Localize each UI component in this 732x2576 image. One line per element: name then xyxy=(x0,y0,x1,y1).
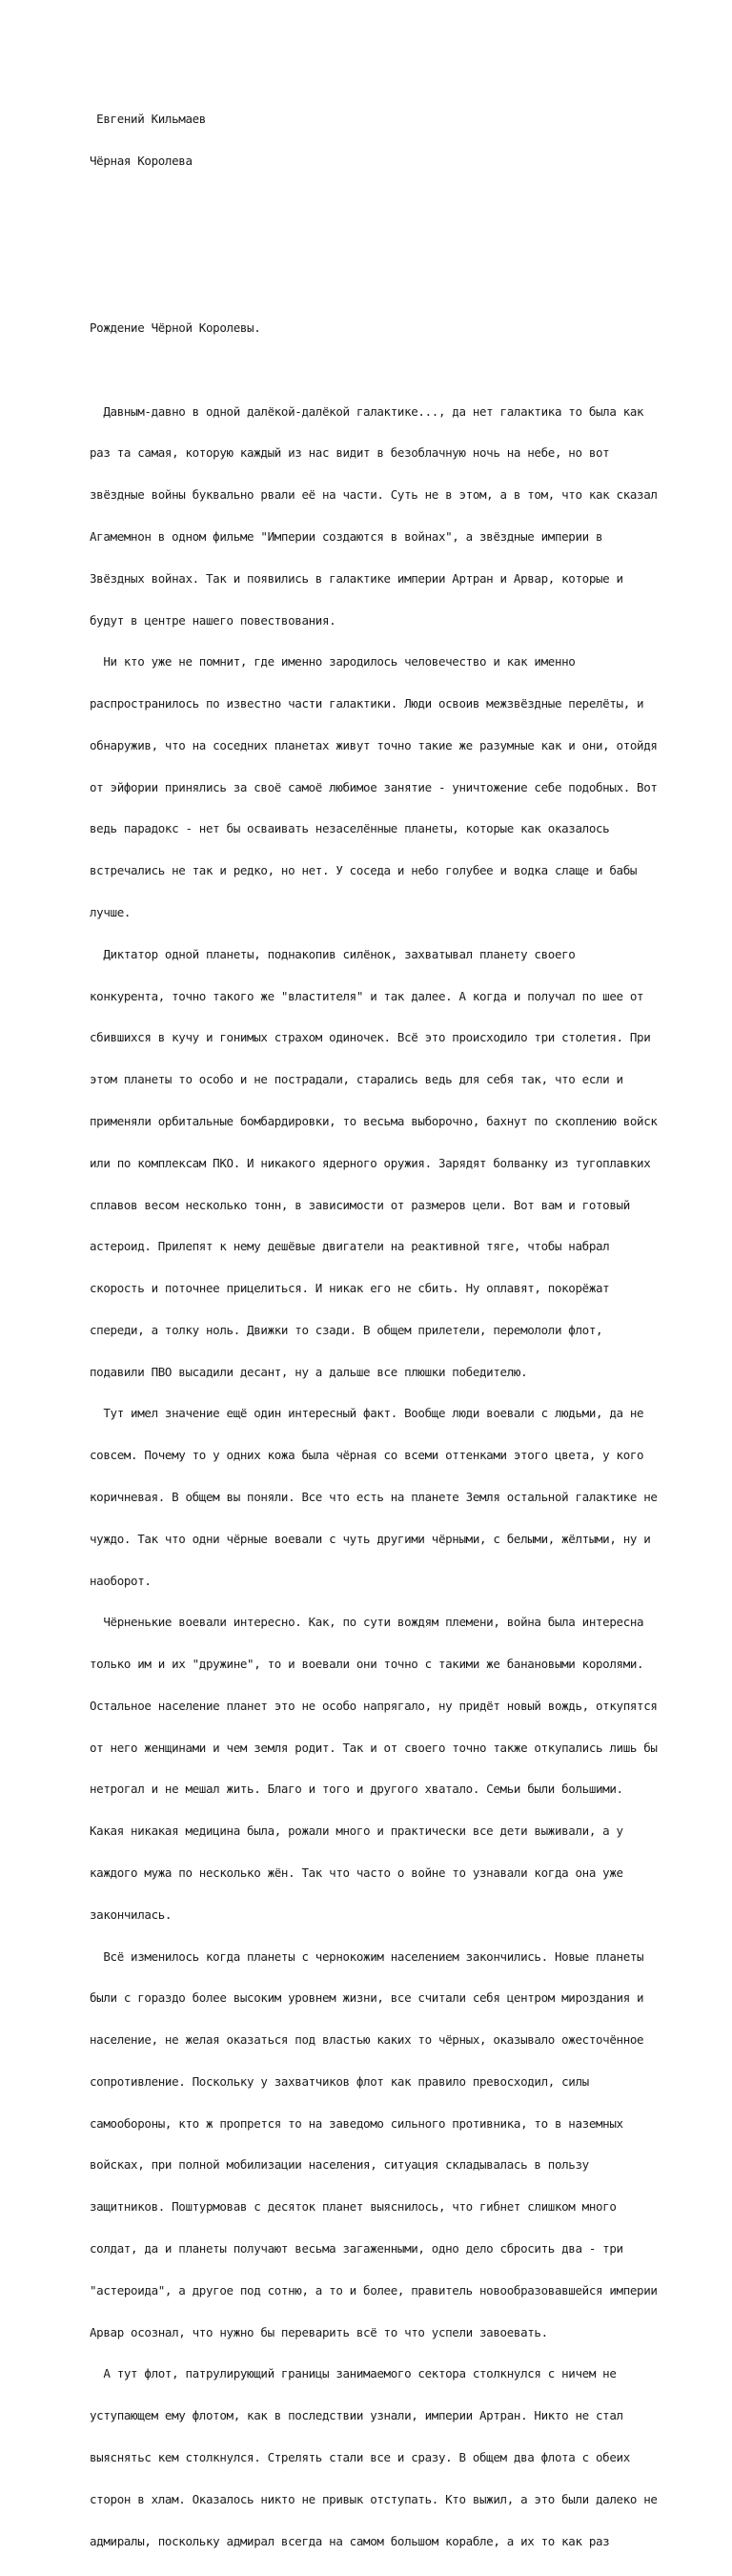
text-line: Давным-давно в одной далёкой-далёкой галактике..., да нет галактика то была как xyxy=(90,403,644,419)
text-line: встречались не так и редко, но нет. У соседа и небо голубее и водка слаще и бабы xyxy=(90,863,638,878)
text-line: или по комплексам ПКО. И никакого ядерного оружия. Зарядят болванку из тугоплавких xyxy=(90,1155,651,1170)
text-line: адмиралы, поскольку адмирал всегда на самом большом корабле, а их то как раз xyxy=(90,2533,610,2548)
text-line: спереди, а толку ноль. Движки то сзади. В общем прилетели, перемололи флот, xyxy=(90,1322,603,1337)
text-line: обнаружив, что на соседних планетах живут точно такие же разумные как и они, отойдя xyxy=(90,737,658,752)
blank-line xyxy=(90,238,681,253)
text-line: раз та самая, которую каждый из нас видит в безоблачную ночь на небе, но вот xyxy=(90,445,610,461)
text-line: Ни кто уже не помнит, где именно зародилось человечество и как именно xyxy=(90,654,576,670)
text-line: Тут имел значение ещё один интересный факт. Вообще люди воевали с людьми, да не xyxy=(90,1406,644,1421)
text-line: звёздные войны буквально рвали её на части. Суть не в этом, а в том, что как сказал xyxy=(90,487,658,503)
text-line: сплавов весом несколько тонн, в зависимости от размеров цели. Вот вам и готовый xyxy=(90,1197,630,1212)
text-line: конкурента, точно такого же "властителя" и так далее. А когда и получал по шее от xyxy=(90,988,644,1003)
text-line: подавили ПВО высадили десант, ну а дальше все плюшки победителю. xyxy=(90,1364,528,1379)
text-line: самообороны, кто ж пропрется то на заведомо сильного противника, то в наземных xyxy=(90,2115,623,2131)
text-line: защитников. Поштурмовав с десяток планет выяснилось, что гибнет слишком много xyxy=(90,2199,617,2215)
text-line: А тут флот, патрулирующий границы занимаемого сектора столкнулся с ничем не xyxy=(90,2366,617,2381)
blank-line xyxy=(90,363,681,378)
text-line: каждого мужа по несколько жён. Так что часто о войне то узнавали когда она уже xyxy=(90,1865,623,1880)
text-line: Какая никакая медицина была, рожали много и практически все дети выживали, а у xyxy=(90,1824,623,1839)
text-line: выяснятьс кем столкнулся. Стрелять стали все и сразу. В общем два флота с обеих xyxy=(90,2449,630,2464)
text-line: только им и их "дружине", то и воевали они точно с такими же банановыми королями. xyxy=(90,1657,644,1672)
text-line: Чёрненькие воевали интересно. Как, по сути вождям племени, война была интересна xyxy=(90,1615,644,1630)
text-line: Арвар осознал, что нужно бы переварить всё то что успели завоевать. xyxy=(90,2324,548,2339)
text-line: этом планеты то особо и не пострадали, старались ведь для себя так, что если и xyxy=(90,1072,623,1087)
text-line: население, не желая оказаться под властью каких то чёрных, оказывало ожесточённое xyxy=(90,2032,644,2048)
text-line: от эйфории принялись за своё самоё любимое занятие - уничтожение себе подобных. Вот xyxy=(90,779,658,794)
text-line: будут в центре нашего повествования. xyxy=(90,612,336,628)
text-line: сопротивление. Поскольку у захватчиков флот как правило превосходил, силы xyxy=(90,2073,589,2089)
text-line: лучше. xyxy=(90,905,132,920)
text-line: распространилось по известно части галактики. Люди освоив межзвёздные перелёты, и xyxy=(90,696,644,711)
text-line: чуждо. Так что одни чёрные воевали с чуть другими чёрными, с белыми, жёлтыми, ну и xyxy=(90,1531,651,1546)
text-line: сбившихся в кучу и гонимых страхом одиночек. Всё это происходило три столетия. При xyxy=(90,1030,651,1045)
blank-line xyxy=(90,279,681,294)
chapter-heading: Рождение Чёрной Королевы. xyxy=(90,320,261,336)
text-line: от него женщинами и чем земля родит. Так и от своего точно также откупались лишь бы xyxy=(90,1740,658,1755)
text-line: применяли орбитальные бомбардировки, то весьма выборочно, бахнут по скоплению войск xyxy=(90,1113,658,1128)
text-line: Остальное население планет это не особо напрягало, ну придёт новый вождь, откупятся xyxy=(90,1698,658,1713)
text-line: ведь парадокс - нет бы осваивать незаселённые планеты, которые как оказалось xyxy=(90,821,610,836)
text-line: Звёздных войнах. Так и появились в галактике империи Артран и Арвар, которые и xyxy=(90,570,623,586)
text-line: уступающем ему флотом, как в последствии узнали, империи Артран. Никто не стал xyxy=(90,2408,623,2423)
text-line: наоборот. xyxy=(90,1573,152,1588)
text-line: нетрогал и не мешал жить. Благо и того и другого хватало. Семьи были большими. xyxy=(90,1782,623,1797)
blank-line xyxy=(90,196,681,211)
author-line: Евгений Кильмаев xyxy=(90,112,206,127)
text-line: сторон в хлам. Оказалось никто не привык отступать. Кто выжил, а это были далеко не xyxy=(90,2491,658,2506)
text-line: астероид. Прилепят к нему дешёвые двигатели на реактивной тяге, чтобы набрал xyxy=(90,1239,610,1254)
title-line: Чёрная Королева xyxy=(90,153,193,168)
text-line: совсем. Почему то у одних кожа была чёрная со всеми оттенками этого цвета, у кого xyxy=(90,1448,644,1463)
text-line: Агамемнон в одном фильме "Империи создаются в войнах", а звёздные империи в xyxy=(90,529,603,544)
text-line: "астероида", а другое под сотню, а то и более, правитель новообразовавшейся империи xyxy=(90,2282,658,2298)
document-text xyxy=(90,85,681,2576)
text-line: были с гораздо более высоким уровнем жизни, все считали себя центром мироздания и xyxy=(90,1990,644,2006)
text-line: солдат, да и планеты получают весьма загаженными, одно дело сбросить два - три xyxy=(90,2241,623,2257)
text-line: скорость и поточнее прицелиться. И никак его не сбить. Ну оплавят, покорёжат xyxy=(90,1281,610,1296)
text-line: коричневая. В общем вы поняли. Все что есть на планете Земля остальной галактике не xyxy=(90,1489,658,1504)
text-line: Диктатор одной планеты, поднакопив силёнок, захватывал планету своего xyxy=(90,946,576,961)
text-line: Всё изменилось когда планеты с чернокожим населением закончились. Новые планеты xyxy=(90,1948,644,1964)
text-line: закончилась. xyxy=(90,1906,173,1922)
text-line: войсках, при полной мобилизации населения, ситуация складывалась в пользу xyxy=(90,2157,589,2173)
